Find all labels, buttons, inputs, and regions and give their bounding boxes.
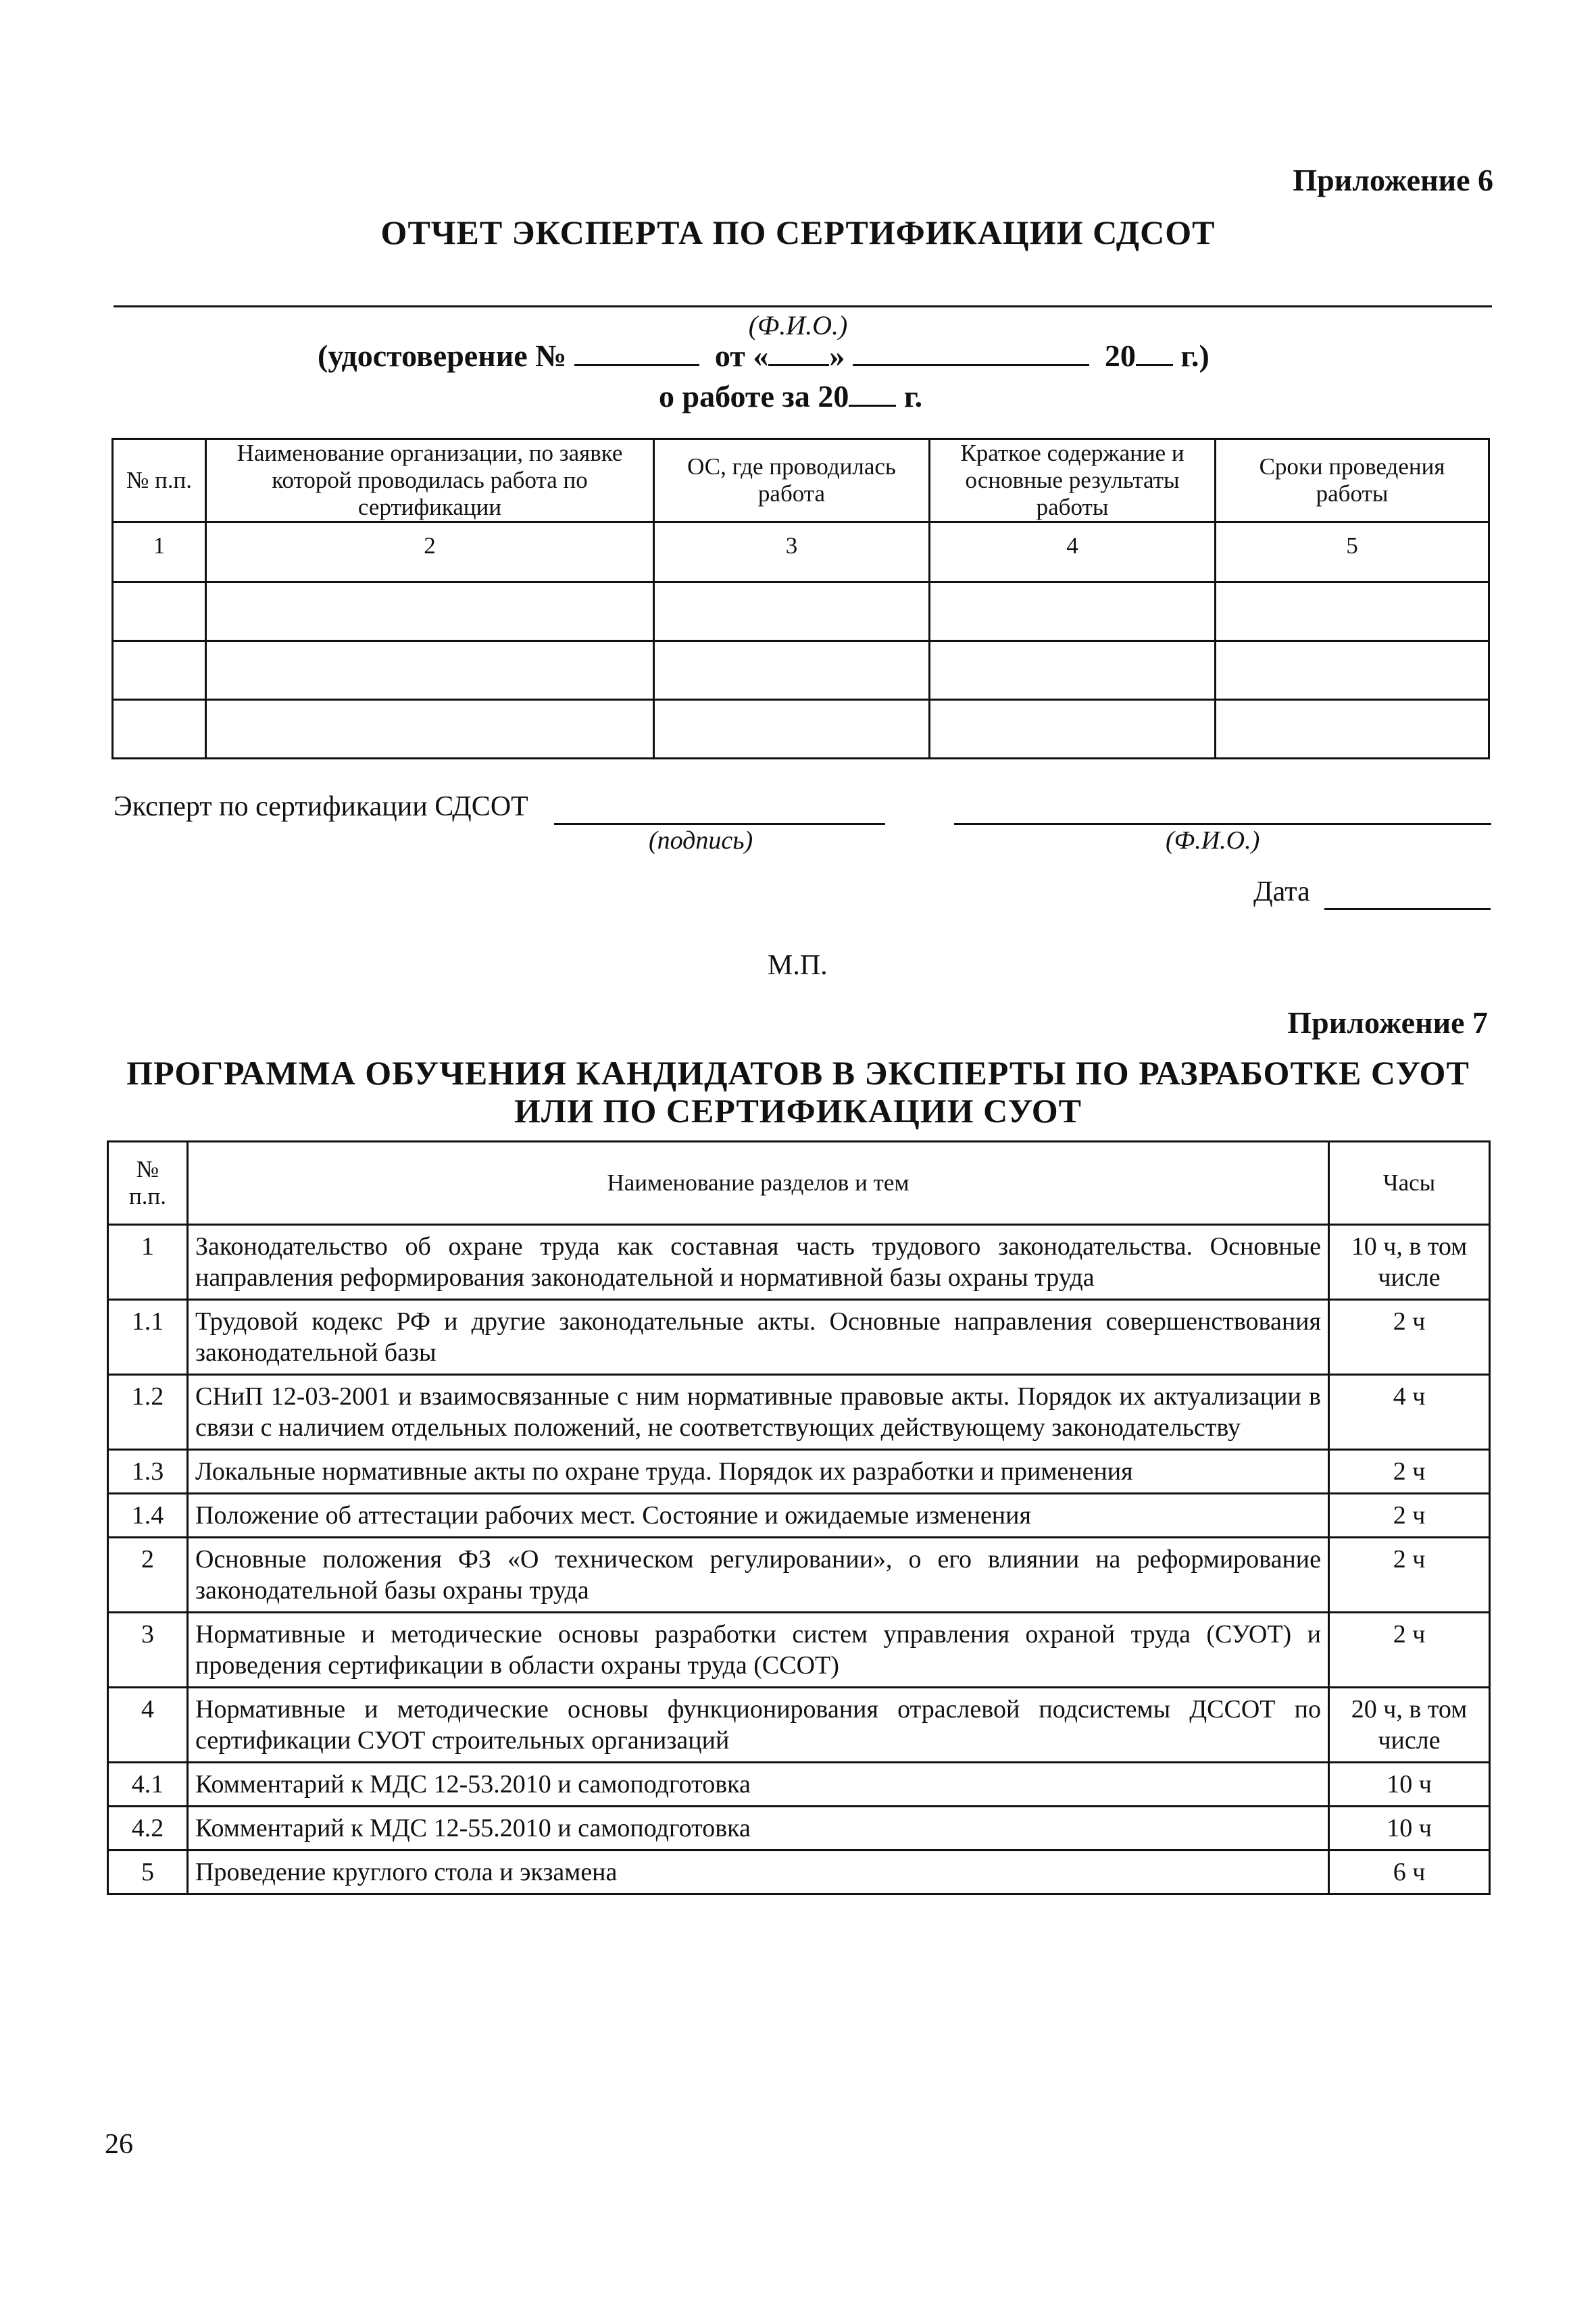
column-number: 3 [654, 522, 930, 582]
table-row [113, 582, 1489, 641]
row-topic: Нормативные и методические основы функционирования отраслевой подсистемы ДССОТ по сертификации СУОТ строительных организаций [188, 1688, 1329, 1763]
row-hours: 4 ч [1329, 1375, 1490, 1450]
certificate-year-blank [1136, 338, 1173, 366]
row-hours: 2 ч [1329, 1450, 1490, 1494]
table-row [108, 1450, 1490, 1494]
table-row [108, 1375, 1490, 1450]
row-topic: Локальные нормативные акты по охране труда. Порядок их разработки и применения [188, 1450, 1329, 1494]
table-cell [654, 700, 930, 759]
table-cell [113, 641, 206, 700]
table-header-row [108, 1142, 1490, 1225]
period-year-blank [849, 379, 896, 407]
table-cell [930, 700, 1216, 759]
appendix-7-label: Приложение 7 [1287, 1005, 1488, 1040]
table-cell [206, 700, 654, 759]
table-row [108, 1613, 1490, 1688]
row-topic: Проведение круглого стола и экзамена [188, 1851, 1329, 1894]
fio-caption: (Ф.И.О.) [1166, 826, 1260, 855]
row-hours: 10 ч [1329, 1763, 1490, 1807]
row-hours: 2 ч [1329, 1300, 1490, 1375]
program-title [0, 1054, 1596, 1130]
program-title-line: ПРОГРАММА ОБУЧЕНИЯ КАНДИДАТОВ В ЭКСПЕРТЫ ПО РАЗРАБОТКЕ СУОТ [126, 1054, 1470, 1092]
program-title-line: ИЛИ ПО СЕРТИФИКАЦИИ СУОТ [514, 1092, 1082, 1130]
row-topic: Трудовой кодекс РФ и другие законодательные акты. Основные направления совершенствования законодательной базы [188, 1300, 1329, 1375]
table-row [113, 700, 1489, 759]
certificate-quote-close: » [829, 338, 845, 373]
training-program-table [107, 1140, 1491, 1895]
row-hours: 2 ч [1329, 1613, 1490, 1688]
row-hours: 10 ч, в том числе [1329, 1225, 1490, 1300]
row-number: 4.1 [108, 1763, 188, 1807]
certificate-month-blank [853, 338, 1089, 366]
column-number: 1 [113, 522, 206, 582]
table-cell [930, 641, 1216, 700]
table-row [113, 522, 1489, 582]
signature-underline [554, 823, 885, 825]
row-number: 1.2 [108, 1375, 188, 1450]
table-row [108, 1763, 1490, 1807]
certificate-year-prefix: 20 [1104, 338, 1136, 373]
certificate-number-blank [574, 338, 699, 366]
row-topic: Нормативные и методические основы разработки систем управления охраной труда (СУОТ) и проведения сертификации в области охраны труда (ССОТ) [188, 1613, 1329, 1688]
date-underline [1324, 908, 1491, 910]
table-row [108, 1538, 1490, 1613]
row-hours: 2 ч [1329, 1538, 1490, 1613]
row-number: 1.3 [108, 1450, 188, 1494]
table-row [108, 1807, 1490, 1851]
certificate-year-suffix: г.) [1180, 338, 1210, 373]
page-number: 26 [105, 2129, 133, 2160]
table-row [108, 1851, 1490, 1894]
table-row [108, 1300, 1490, 1375]
table-cell [1216, 641, 1489, 700]
table-header: Краткое содержание и основные результаты работы [930, 439, 1216, 522]
fio-caption: (Ф.И.О.) [748, 310, 848, 341]
table-header: № п.п. [113, 439, 206, 522]
period-line [659, 378, 922, 414]
table-row [108, 1494, 1490, 1538]
certificate-day-blank [768, 338, 829, 366]
table-cell [654, 641, 930, 700]
row-topic: Комментарий к МДС 12-53.2010 и самоподготовка [188, 1763, 1329, 1807]
table-header-row [113, 439, 1489, 522]
column-number: 5 [1216, 522, 1489, 582]
signature-caption: (подпись) [649, 826, 753, 855]
fio-underline [114, 305, 1492, 307]
row-hours: 2 ч [1329, 1494, 1490, 1538]
certificate-prefix: (удостоверение № [318, 338, 567, 373]
table-header: Часы [1329, 1142, 1490, 1225]
table-header: ОС, где проводилась работа [654, 439, 930, 522]
row-number: 3 [108, 1613, 188, 1688]
certificate-from: от « [714, 338, 769, 373]
table-row [108, 1225, 1490, 1300]
row-number: 1 [108, 1225, 188, 1300]
stamp-label: М.П. [768, 950, 828, 981]
table-cell [1216, 700, 1489, 759]
report-title: ОТЧЕТ ЭКСПЕРТА ПО СЕРТИФИКАЦИИ СДСОТ [380, 213, 1216, 251]
table-cell [206, 582, 654, 641]
table-header: Сроки проведения работы [1216, 439, 1489, 522]
row-topic: Основные положения ФЗ «О техническом регулировании», о его влиянии на реформирование законодательной базы охраны труда [188, 1538, 1329, 1613]
row-topic: Положение об аттестации рабочих мест. Состояние и ожидаемые изменения [188, 1494, 1329, 1538]
row-topic: Законодательство об охране труда как составная часть трудового законодательства. Основные направления реформирования законодательной и нормативной базы охраны труда [188, 1225, 1329, 1300]
fio-underline [954, 823, 1491, 825]
row-number: 5 [108, 1851, 188, 1894]
table-header: Наименование разделов и тем [188, 1142, 1329, 1225]
date-label: Дата [1253, 876, 1310, 907]
row-topic: Комментарий к МДС 12-55.2010 и самоподготовка [188, 1807, 1329, 1851]
table-row [108, 1688, 1490, 1763]
expert-report-table [111, 438, 1490, 759]
row-topic: СНиП 12-03-2001 и взаимосвязанные с ним нормативные правовые акты. Порядок их актуализации в связи с наличием отдельных положений, не соответствующих действующему законодательству [188, 1375, 1329, 1450]
appendix-6-label: Приложение 6 [1293, 163, 1493, 197]
table-cell [1216, 582, 1489, 641]
table-cell [654, 582, 930, 641]
expert-label: Эксперт по сертификации СДСОТ [114, 791, 528, 822]
row-number: 4.2 [108, 1807, 188, 1851]
period-suffix: г. [903, 379, 923, 413]
table-cell [206, 641, 654, 700]
row-hours: 20 ч, в том числе [1329, 1688, 1490, 1763]
table-cell [930, 582, 1216, 641]
table-header: № п.п. [108, 1142, 188, 1225]
row-number: 1.1 [108, 1300, 188, 1375]
row-hours: 6 ч [1329, 1851, 1490, 1894]
row-number: 1.4 [108, 1494, 188, 1538]
table-cell [113, 582, 206, 641]
certificate-line [318, 338, 1210, 374]
table-header: Наименование организации, по заявке которой проводилась работа по сертификации [206, 439, 654, 522]
row-number: 4 [108, 1688, 188, 1763]
column-number: 2 [206, 522, 654, 582]
row-number: 2 [108, 1538, 188, 1613]
table-cell [113, 700, 206, 759]
period-prefix: о работе за 20 [659, 379, 849, 413]
table-row [113, 641, 1489, 700]
row-hours: 10 ч [1329, 1807, 1490, 1851]
column-number: 4 [930, 522, 1216, 582]
